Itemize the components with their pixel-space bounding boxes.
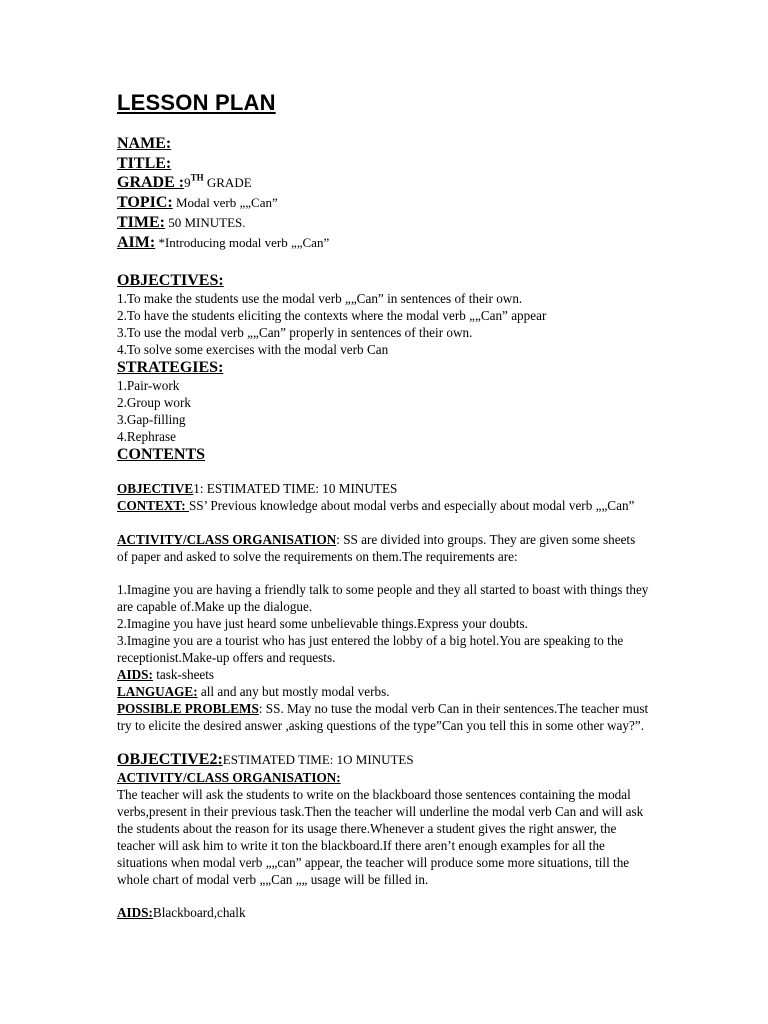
context-text: SS’ Previous knowledge about modal verbs and especially about modal verb „„Can”: [188, 498, 635, 513]
aids2-label: AIDS:: [117, 905, 153, 920]
topic-line: [117, 194, 278, 212]
aids1-label: AIDS:: [117, 667, 153, 682]
strategy-item: 2.Group work: [117, 395, 191, 410]
objective1-label: OBJECTIVE: [117, 481, 194, 496]
objective-item: 4.To solve some exercises with the modal verb Can: [117, 342, 389, 357]
strategy-item: 4.Rephrase: [117, 429, 176, 444]
aids1-line: [117, 667, 214, 684]
time-value: 50 MINUTES.: [165, 215, 246, 230]
grade-line: [117, 174, 252, 192]
activity2-heading: [117, 770, 341, 787]
strategy-item: 1.Pair-work: [117, 378, 180, 393]
aim-line: [117, 234, 329, 252]
objective2-value: ESTIMATED TIME: 1O MINUTES: [222, 752, 414, 767]
topic-label: TOPIC:: [117, 194, 173, 211]
grade-number: 9: [184, 175, 191, 190]
context-paragraph: [117, 498, 649, 515]
problems-label: POSSIBLE PROBLEMS: [117, 701, 259, 716]
problems-paragraph: [117, 701, 649, 735]
activity2-label: ACTIVITY/CLASS ORGANISATION:: [117, 770, 341, 785]
activity1-text: : SS are divided into groups. They are given some sheets of paper and asked to solve the requirements on them.The requirements are:: [117, 532, 636, 564]
objective1-value: 1: ESTIMATED TIME: 10 MINUTES: [193, 481, 398, 496]
grade-superscript: TH: [190, 172, 204, 183]
strategy-item: 3.Gap-filling: [117, 412, 186, 427]
activity1-label: ACTIVITY/CLASS ORGANISATION: [117, 532, 337, 547]
requirement-item: 1.Imagine you are having a friendly talk to some people and they all started to boast with things they are capable of.Make up the dialogue.: [117, 582, 649, 614]
grade-value: GRADE: [203, 175, 252, 190]
language-label: LANGUAGE:: [117, 684, 198, 699]
requirement-item: 2.Imagine you have just heard some unbelievable things.Express your doubts.: [117, 616, 528, 631]
language-line: [117, 684, 390, 701]
requirement-item: 3.Imagine you are a tourist who has just entered the lobby of a big hotel.You are speaking to the receptionist.Make-up offers and requests.: [117, 633, 624, 665]
context-label: CONTEXT:: [117, 498, 189, 513]
activity1-paragraph: [117, 532, 649, 566]
time-line: [117, 214, 246, 232]
objective-item: 3.To use the modal verb „„Can” properly in sentences of their own.: [117, 325, 473, 340]
objective1-line: [117, 481, 397, 498]
objective2-line: [117, 751, 414, 769]
objective2-label: OBJECTIVE2:: [117, 751, 223, 768]
strategies-heading: STRATEGIES:: [117, 359, 224, 376]
time-label: TIME:: [117, 214, 165, 231]
aim-label: AIM:: [117, 234, 156, 251]
language-value: all and any but mostly modal verbs.: [197, 684, 390, 699]
name-label: NAME:: [117, 135, 172, 152]
activity2-paragraph: The teacher will ask the students to write on the blackboard those sentences containing the modal verbs,present in their previous task.Then the teacher will underline the modal verb Can and will ask the students about the reason for its usage there.Whenever a student gives the right answer, the teacher will ask him to write it ton the blackboard.If there aren’t enough examples for all the situations when modal verb „„can” appear, the teacher will produce some more situations, till the whole chart of modal verb „„Can „„ usage will be filled in.: [117, 787, 644, 887]
topic-value: Modal verb „„Can”: [172, 195, 278, 210]
grade-label: GRADE :: [117, 174, 185, 191]
problems-text: : SS. May no tuse the modal verb Can in their sentences.The teacher must try to elicite the desired answer ,asking questions of the type”Can you tell this in some other way?”.: [117, 701, 649, 733]
document-title: LESSON PLAN: [117, 90, 276, 115]
aids2-value: Blackboard,chalk: [152, 905, 246, 920]
objective-item: 2.To have the students eliciting the contexts where the modal verb „„Can” appear: [117, 308, 547, 323]
aids2-line: [117, 905, 246, 922]
objectives-heading: OBJECTIVES:: [117, 272, 224, 289]
aim-value: *Introducing modal verb „„Can”: [155, 235, 330, 250]
title-label: TITLE:: [117, 155, 172, 172]
objective-item: 1.To make the students use the modal verb „„Can” in sentences of their own.: [117, 291, 523, 306]
aids1-value: task-sheets: [152, 667, 215, 682]
contents-heading: CONTENTS: [117, 446, 206, 463]
